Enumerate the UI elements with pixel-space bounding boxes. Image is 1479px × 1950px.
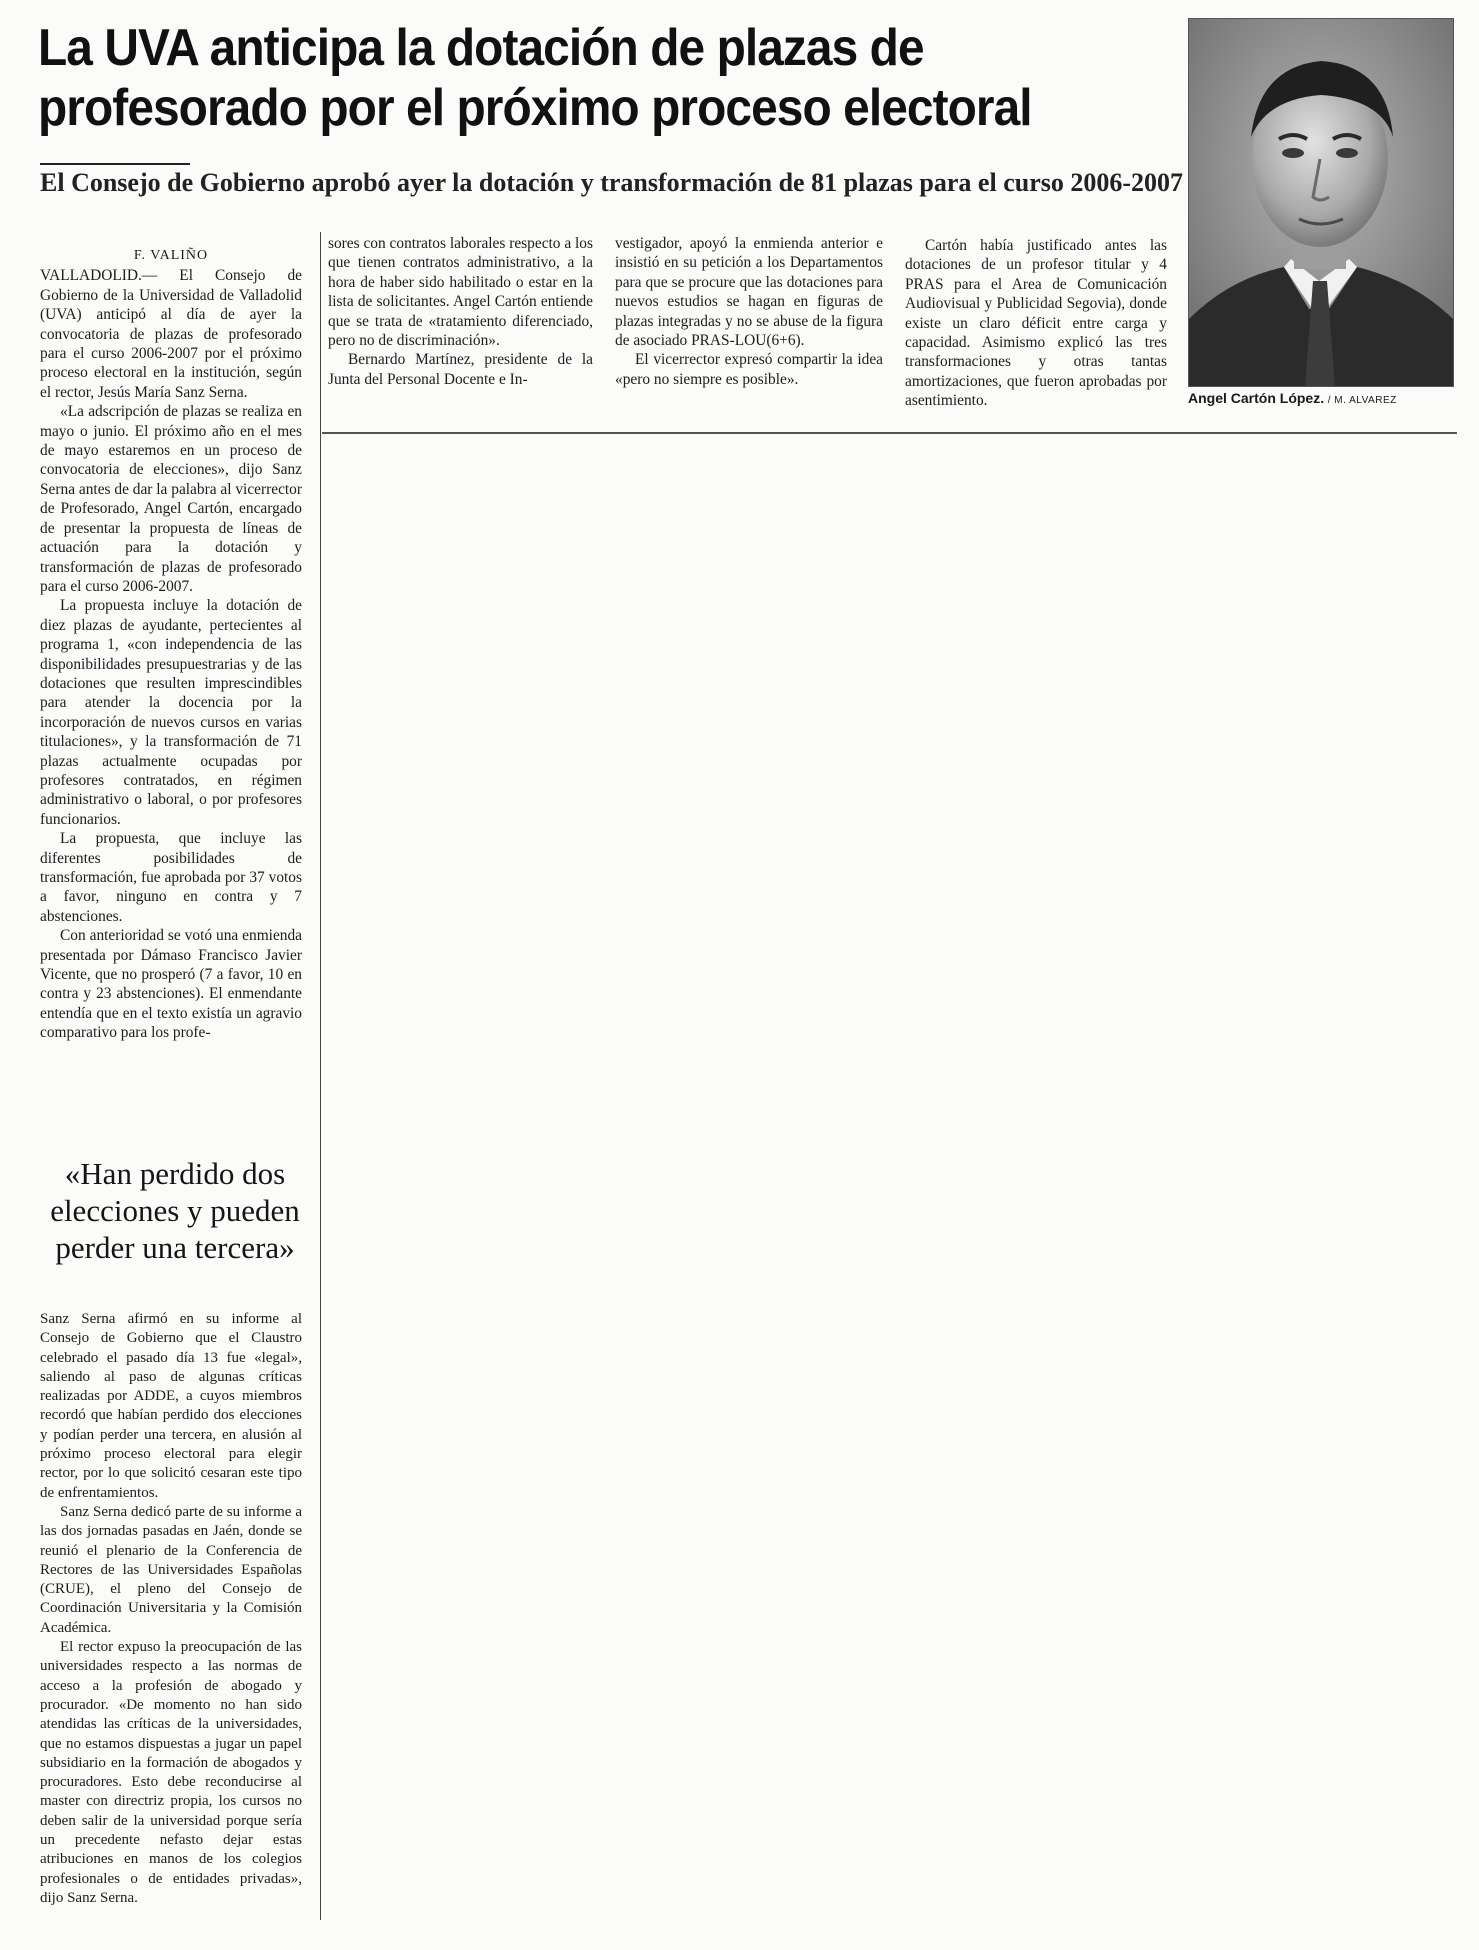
portrait-photo	[1188, 18, 1454, 387]
article-column-3	[615, 234, 883, 389]
headline-rule	[40, 163, 190, 165]
subheadline: El Consejo de Gobierno aprobó ayer la dotación y transformación de 81 plazas para el curso 2006-2007	[40, 168, 1184, 197]
paragraph: vestigador, apoyó la enmienda anterior e insistió en su petición a los Departamentos para que se procure que las dotaciones para nuevos estudios se hagan en figuras de plazas integradas y no se abuse de la figura de asociado PRAS-LOU(6+6).	[615, 235, 883, 350]
article-column-4	[905, 236, 1167, 411]
paragraph: Sanz Serna dedicó parte de su informe a las dos jornadas pasadas en Jaén, donde se reunió el plenario de la Conferencia de Rectores de las Universidades Españolas (CRUE), el pleno del Consejo de Coordinación Universitaria y la Comisión Académica.	[40, 1503, 302, 1636]
article-column-1	[40, 246, 302, 1043]
paragraph: La propuesta, que incluye las diferentes posibilidades de transformación, fue aprobada por 37 votos a favor, ninguno en contra y 7 abstenciones.	[40, 830, 302, 925]
paragraph: Bernardo Martínez, presidente de la Junta del Personal Docente e In-	[328, 351, 593, 388]
paragraph: El rector expuso la preocupación de las universidades respecto a las normas de acceso a la profesión de abogado y procurador. «De momento no han sido atendidas las críticas de la universidades, que no estamos dispuestas a jugar un papel subsidiario en la formación de abogados y procuradores. Esto debe reconducirse al master con directriz propia, los cursos no deben salir de la universidad porque sería un precedente nefasto dejar estas atribuciones en manos de los colegios profesionales o de entidades privadas», dijo Sanz Serna.	[40, 1639, 302, 1906]
caption-name: Angel Cartón López.	[1188, 390, 1325, 406]
paragraph: Sanz Serna afirmó en su informe al Consejo de Gobierno que el Claustro celebrado el pasado día 13 fue «legal», saliendo al paso de algunas críticas realizadas por ADDE, a cuyos miembros recordó que habían perdido dos elecciones y podían perder una tercera, en alusión al próximo proceso electoral para elegir rector, por lo que solicitó cesaran este tipo de enfrentamientos.	[40, 1311, 302, 1501]
column-divider	[320, 232, 321, 1920]
pullquote: «Han perdido dos elecciones y pueden perder una tercera»	[50, 1156, 300, 1265]
paragraph-text: El Consejo de Gobierno de la Universidad de Valladolid (UVA) anticipó al día de ayer la convocatoria de plazas de profesorado para el curso 2006-2007 por el próximo proceso electoral en la institución, según el rector, Jesús María Sanz Serna.	[40, 267, 302, 401]
paragraph: El vicerrector expresó compartir la idea «pero no siempre es posible».	[615, 351, 883, 388]
article-column-2	[328, 234, 593, 389]
photo-caption	[1188, 390, 1458, 406]
byline: F. VALIÑO	[133, 248, 209, 263]
paragraph: La propuesta incluye la dotación de diez plazas de ayudante, pertecientes al programa 1, «con independencia de las disponibilidades presupuestrarias y de las dotaciones que resulten imprescindibles para atender la docencia por la incorporación de nuevos cursos en varias titulaciones», y la transformación de 71 plazas actualmente ocupadas por profesores contratados, en régimen administrativo o laboral, o por profesores funcionarios.	[40, 597, 302, 828]
section-rule	[322, 432, 1457, 434]
paragraph: «La adscripción de plazas se realiza en mayo o junio. El próximo año en el mes de mayo estaremos en un proceso de convocatoria de elecciones», dijo Sanz Serna antes de dar la palabra al vicerrector de Profesorado, Angel Cartón, encargado de presentar la propuesta de líneas de actuación para la dotación y transformación de plazas de profesorado para el curso 2006-2007.	[40, 403, 302, 595]
caption-credit: / M. ALVAREZ	[1327, 395, 1397, 406]
paragraph: Con anterioridad se votó una enmienda presentada por Dámaso Francisco Javier Vicente, que no prosperó (7 a favor, 10 en contra y 23 abstenciones). El enmendante entendía que en el texto existía un agravio comparativo para los profe-	[40, 927, 302, 1042]
paragraph	[40, 266, 302, 402]
article-column-1-continued	[40, 1310, 302, 1908]
dateline: VALLADOLID.—	[40, 267, 158, 285]
paragraph: sores con contratos laborales respecto a los que tienen contratos administrativo, a la hora de haber sido habilitado o estar en la lista de solicitantes. Angel Cartón entiende que se trata de «tratamiento diferenciado, pero no de discriminación».	[328, 235, 593, 350]
paragraph: Cartón había justificado antes las dotaciones de un profesor titular y 4 PRAS para el Area de Comunicación Audiovisual y Publicidad Segovia), donde existe un claro déficit entre carga y capacidad. Asimismo explicó las tres transformaciones y otras tantas amortizaciones, que fueron aprobadas por asentimiento.	[905, 237, 1167, 410]
portrait-image	[1189, 19, 1453, 386]
headline: La UVA anticipa la dotación de plazas de profesorado por el próximo proceso electoral	[38, 19, 1032, 137]
